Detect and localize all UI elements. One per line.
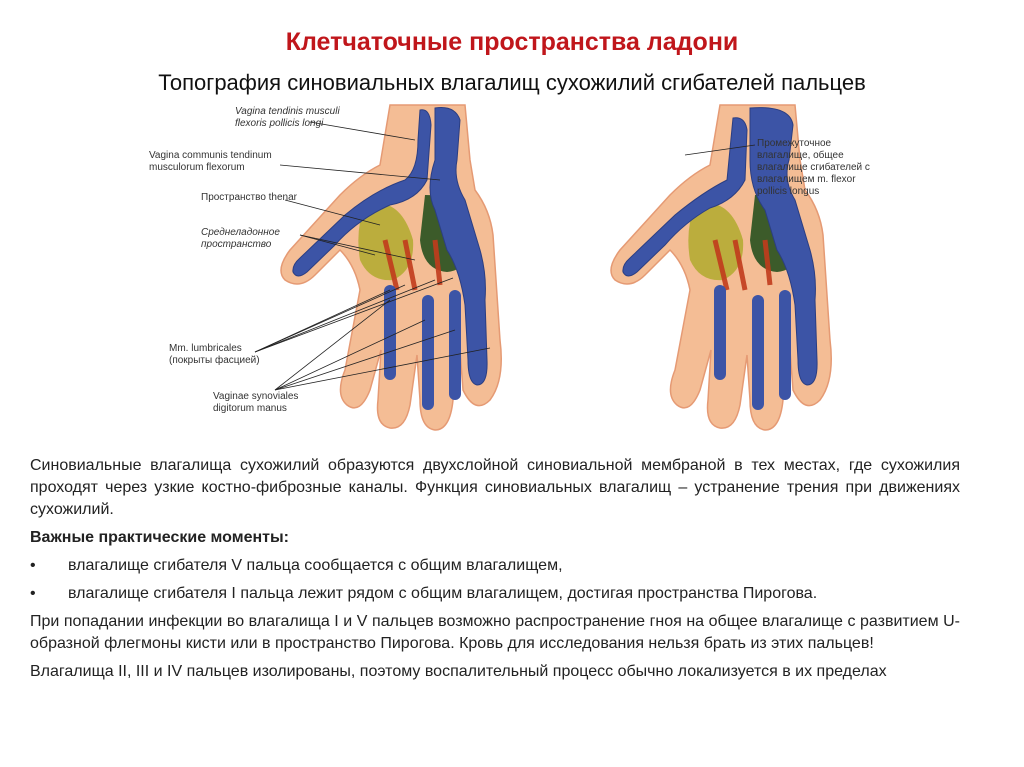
left-hand bbox=[281, 105, 501, 430]
right-finger-sheath-3 bbox=[752, 295, 764, 410]
paragraph-infection: При попадании инфекции во влагалища I и V пальцев возможно распространение гноя на общее влагалище с развитием U-образной флегмоны кисти или в пространство Пирогова. Кровь для исследования нельзя брать из этих пальцев! bbox=[30, 613, 960, 652]
practical-heading: Важные практические моменты: bbox=[30, 529, 289, 546]
paragraph-isolated: Влагалища II, III и IV пальцев изолированы, поэтому воспалительный процесс обычно локализуется в их пределах bbox=[30, 663, 887, 680]
right-finger-sheath-2 bbox=[714, 285, 726, 380]
right-finger-sheath-4 bbox=[779, 290, 791, 400]
label-vagina-communis: Vagina communis tendinum musculorum flexorum bbox=[149, 150, 272, 173]
bullet-marker: • bbox=[30, 557, 36, 574]
bullet-text: влагалище сгибателя I пальца лежит рядом с общим влагалищем, достигая пространства Пирогова. bbox=[68, 585, 818, 602]
label-lumbricales: Mm. lumbricales (покрыты фасцией) bbox=[169, 343, 260, 366]
label-vagina-pollicis: Vagina tendinis musculi flexoris pollicis longi bbox=[235, 106, 340, 129]
paragraph-intro: Синовиальные влагалища сухожилий образуются двухслойной синовиальной мембраной в тех местах, где сухожилия проходят через узкие костно-фиброзные каналы. Функция синовиальных влагалищ – устранение трения при движениях сухожилий. bbox=[30, 457, 960, 518]
bullet-item bbox=[30, 555, 960, 577]
bullet-item bbox=[30, 583, 960, 605]
slide-subtitle: Топография синовиальных влагалищ сухожилий сгибателей пальцев bbox=[158, 70, 866, 95]
hand-illustration bbox=[135, 100, 905, 445]
bullet-text: влагалище сгибателя V пальца сообщается с общим влагалищем, bbox=[68, 557, 563, 574]
left-finger-sheath-4 bbox=[449, 290, 461, 400]
slide-text bbox=[30, 455, 960, 689]
label-vaginae-digitorum: Vaginae synoviales digitorum manus bbox=[213, 391, 299, 414]
left-finger-sheath-3 bbox=[422, 295, 434, 410]
label-midpalmar-space: Среднеладонное пространство bbox=[201, 227, 280, 250]
bullet-marker: • bbox=[30, 585, 36, 602]
label-thenar-space: Пространство thenar bbox=[201, 192, 298, 203]
slide-title: Клетчаточные пространства ладони bbox=[285, 28, 739, 56]
label-intermediate-sheath: Промежуточное влагалище, общее влагалище сгибателей с влагалищем m. flexor pollicis longus bbox=[757, 138, 870, 197]
